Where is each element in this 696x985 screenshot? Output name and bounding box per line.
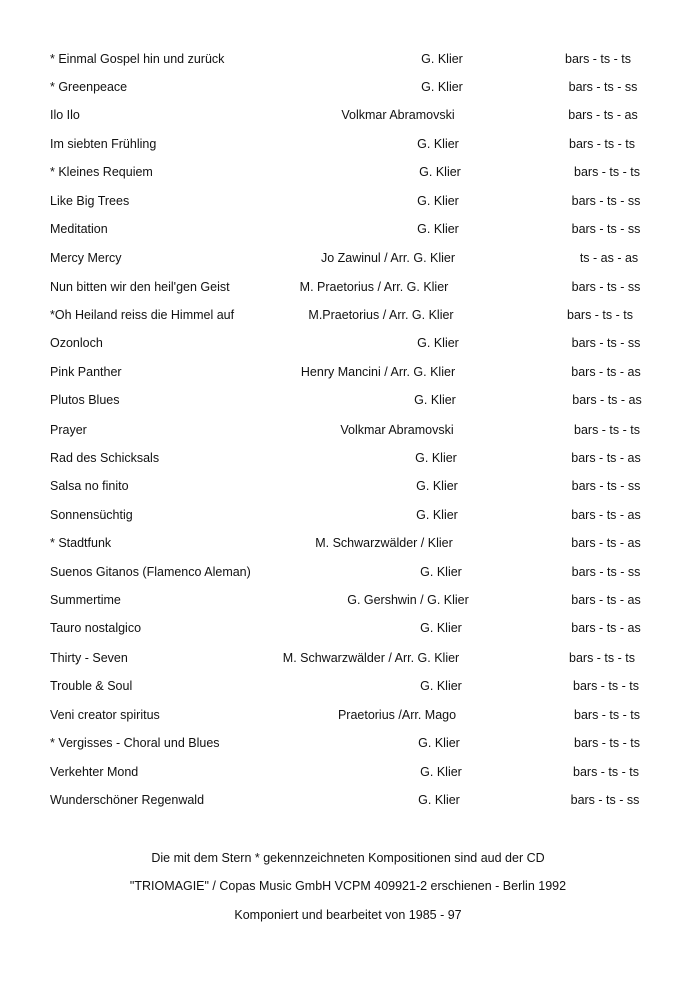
piece-composer: M. Schwarzwälder / Klier (315, 536, 453, 550)
piece-title: Trouble & Soul (50, 679, 133, 693)
piece-title: Mercy Mercy (50, 251, 122, 265)
piece-instrumentation: bars - ts - as (571, 508, 641, 522)
piece-row (0, 676, 696, 696)
piece-row (0, 77, 696, 97)
piece-composer: Jo Zawinul / Arr. G. Klier (320, 251, 456, 265)
piece-composer: G. Klier (421, 52, 463, 66)
piece-row (0, 49, 696, 69)
piece-composer: G. Klier (416, 479, 458, 493)
piece-instrumentation: bars - ts - ss (571, 565, 641, 579)
piece-composer: G. Klier (419, 165, 461, 179)
piece-row (0, 790, 696, 810)
piece-row (0, 476, 696, 496)
piece-composer: M. Praetorius / Arr. G. Klier (299, 280, 449, 294)
piece-instrumentation: bars - ts - ss (571, 194, 641, 208)
piece-instrumentation: bars - ts - ss (571, 280, 641, 294)
piece-title: * Kleines Requiem (50, 165, 153, 179)
piece-instrumentation: bars - ts - ts (573, 679, 639, 693)
piece-composer: G. Klier (418, 793, 460, 807)
piece-composer: G. Klier (420, 679, 462, 693)
piece-title: Nun bitten wir den heil'gen Geist (50, 280, 230, 294)
piece-row (0, 733, 696, 753)
piece-row (0, 305, 696, 325)
piece-instrumentation: bars - ts - ts (574, 736, 640, 750)
piece-title: *Oh Heiland reiss die Himmel auf (50, 308, 235, 322)
piece-title: Thirty - Seven (50, 651, 128, 665)
piece-composer: G. Klier (420, 765, 462, 779)
piece-title: * Stadtfunk (50, 536, 112, 550)
piece-title: Salsa no finito (50, 479, 129, 493)
piece-instrumentation: bars - ts - ts (567, 308, 633, 322)
piece-title: Meditation (50, 222, 108, 236)
piece-title: * Einmal Gospel hin und zurück (50, 52, 225, 66)
piece-instrumentation: bars - ts - as (568, 108, 638, 122)
piece-title: Tauro nostalgico (50, 621, 142, 635)
piece-title: Plutos Blues (50, 393, 120, 407)
piece-title: Im siebten Frühling (50, 137, 157, 151)
piece-composer: G. Klier (417, 222, 459, 236)
piece-title: * Vergisses - Choral und Blues (50, 736, 220, 750)
piece-title: Veni creator spiritus (50, 708, 160, 722)
piece-instrumentation: bars - ts - as (571, 621, 641, 635)
piece-row (0, 590, 696, 610)
piece-composer: G. Klier (417, 194, 459, 208)
piece-row (0, 162, 696, 182)
piece-instrumentation: bars - ts - ss (571, 479, 641, 493)
piece-composer: M. Schwarzwälder / Arr. G. Klier (282, 651, 460, 665)
piece-composer: G. Klier (416, 508, 458, 522)
piece-row (0, 333, 696, 353)
piece-title: Prayer (50, 423, 87, 437)
piece-instrumentation: bars - ts - ss (571, 222, 641, 236)
piece-title: Ilo Ilo (50, 108, 80, 122)
piece-instrumentation: bars - ts - as (571, 365, 641, 379)
piece-row (0, 277, 696, 297)
piece-instrumentation: bars - ts - as (571, 536, 641, 550)
piece-title: * Greenpeace (50, 80, 128, 94)
piece-row (0, 618, 696, 638)
footer-note-label: "TRIOMAGIE" / Copas Music GmbH VCPM 409921-2 erschienen - Berlin 1992 (129, 879, 567, 893)
footer-note-years: Komponiert und bearbeitet von 1985 - 97 (234, 908, 462, 922)
piece-composer: Henry Mancini / Arr. G. Klier (300, 365, 456, 379)
piece-row (0, 362, 696, 382)
piece-instrumentation: bars - ts - as (571, 593, 641, 607)
piece-instrumentation: bars - ts - ts (565, 52, 631, 66)
piece-composer: G. Klier (417, 137, 459, 151)
piece-instrumentation: ts - as - as (579, 251, 639, 265)
piece-title: Summertime (50, 593, 121, 607)
piece-title: Ozonloch (50, 336, 103, 350)
piece-row (0, 705, 696, 725)
piece-instrumentation: bars - ts - ts (574, 708, 640, 722)
piece-row (0, 648, 696, 668)
piece-title: Like Big Trees (50, 194, 130, 208)
piece-row (0, 448, 696, 468)
piece-composer: M.Praetorius / Arr. G. Klier (308, 308, 454, 322)
piece-title: Verkehter Mond (50, 765, 139, 779)
piece-instrumentation: bars - ts - ss (570, 793, 640, 807)
piece-instrumentation: bars - ts - ss (568, 80, 638, 94)
piece-composer: G. Klier (421, 80, 463, 94)
piece-title: Suenos Gitanos (Flamenco Aleman) (50, 565, 251, 579)
piece-title: Rad des Schicksals (50, 451, 160, 465)
piece-row (0, 191, 696, 211)
piece-composer: G. Klier (415, 451, 457, 465)
piece-composer: Volkmar Abramovski (340, 423, 454, 437)
piece-title: Pink Panther (50, 365, 122, 379)
piece-title: Sonnensüchtig (50, 508, 133, 522)
piece-instrumentation: bars - ts - ss (571, 336, 641, 350)
piece-row (0, 562, 696, 582)
piece-row (0, 390, 696, 410)
piece-row (0, 533, 696, 553)
piece-row (0, 505, 696, 525)
piece-composer: G. Klier (417, 336, 459, 350)
piece-composer: Volkmar Abramovski (341, 108, 455, 122)
piece-composer: G. Klier (414, 393, 456, 407)
piece-instrumentation: bars - ts - ts (574, 423, 640, 437)
piece-instrumentation: bars - ts - ts (569, 651, 635, 665)
piece-instrumentation: bars - ts - ts (569, 137, 635, 151)
piece-composer: G. Gershwin / G. Klier (347, 593, 469, 607)
piece-title: Wunderschöner Regenwald (50, 793, 205, 807)
piece-instrumentation: bars - ts - as (571, 451, 641, 465)
piece-row (0, 248, 696, 268)
piece-row (0, 762, 696, 782)
piece-composer: G. Klier (420, 565, 462, 579)
piece-instrumentation: bars - ts - ts (574, 165, 640, 179)
piece-row (0, 420, 696, 440)
piece-composer: G. Klier (418, 736, 460, 750)
piece-row (0, 134, 696, 154)
piece-row (0, 105, 696, 125)
piece-instrumentation: bars - ts - as (572, 393, 642, 407)
piece-instrumentation: bars - ts - ts (573, 765, 639, 779)
piece-composer: G. Klier (420, 621, 462, 635)
piece-row (0, 219, 696, 239)
piece-composer: Praetorius /Arr. Mago (337, 708, 457, 722)
footer-note-cd: Die mit dem Stern * gekennzeichneten Kompositionen sind aud der CD (151, 851, 545, 865)
